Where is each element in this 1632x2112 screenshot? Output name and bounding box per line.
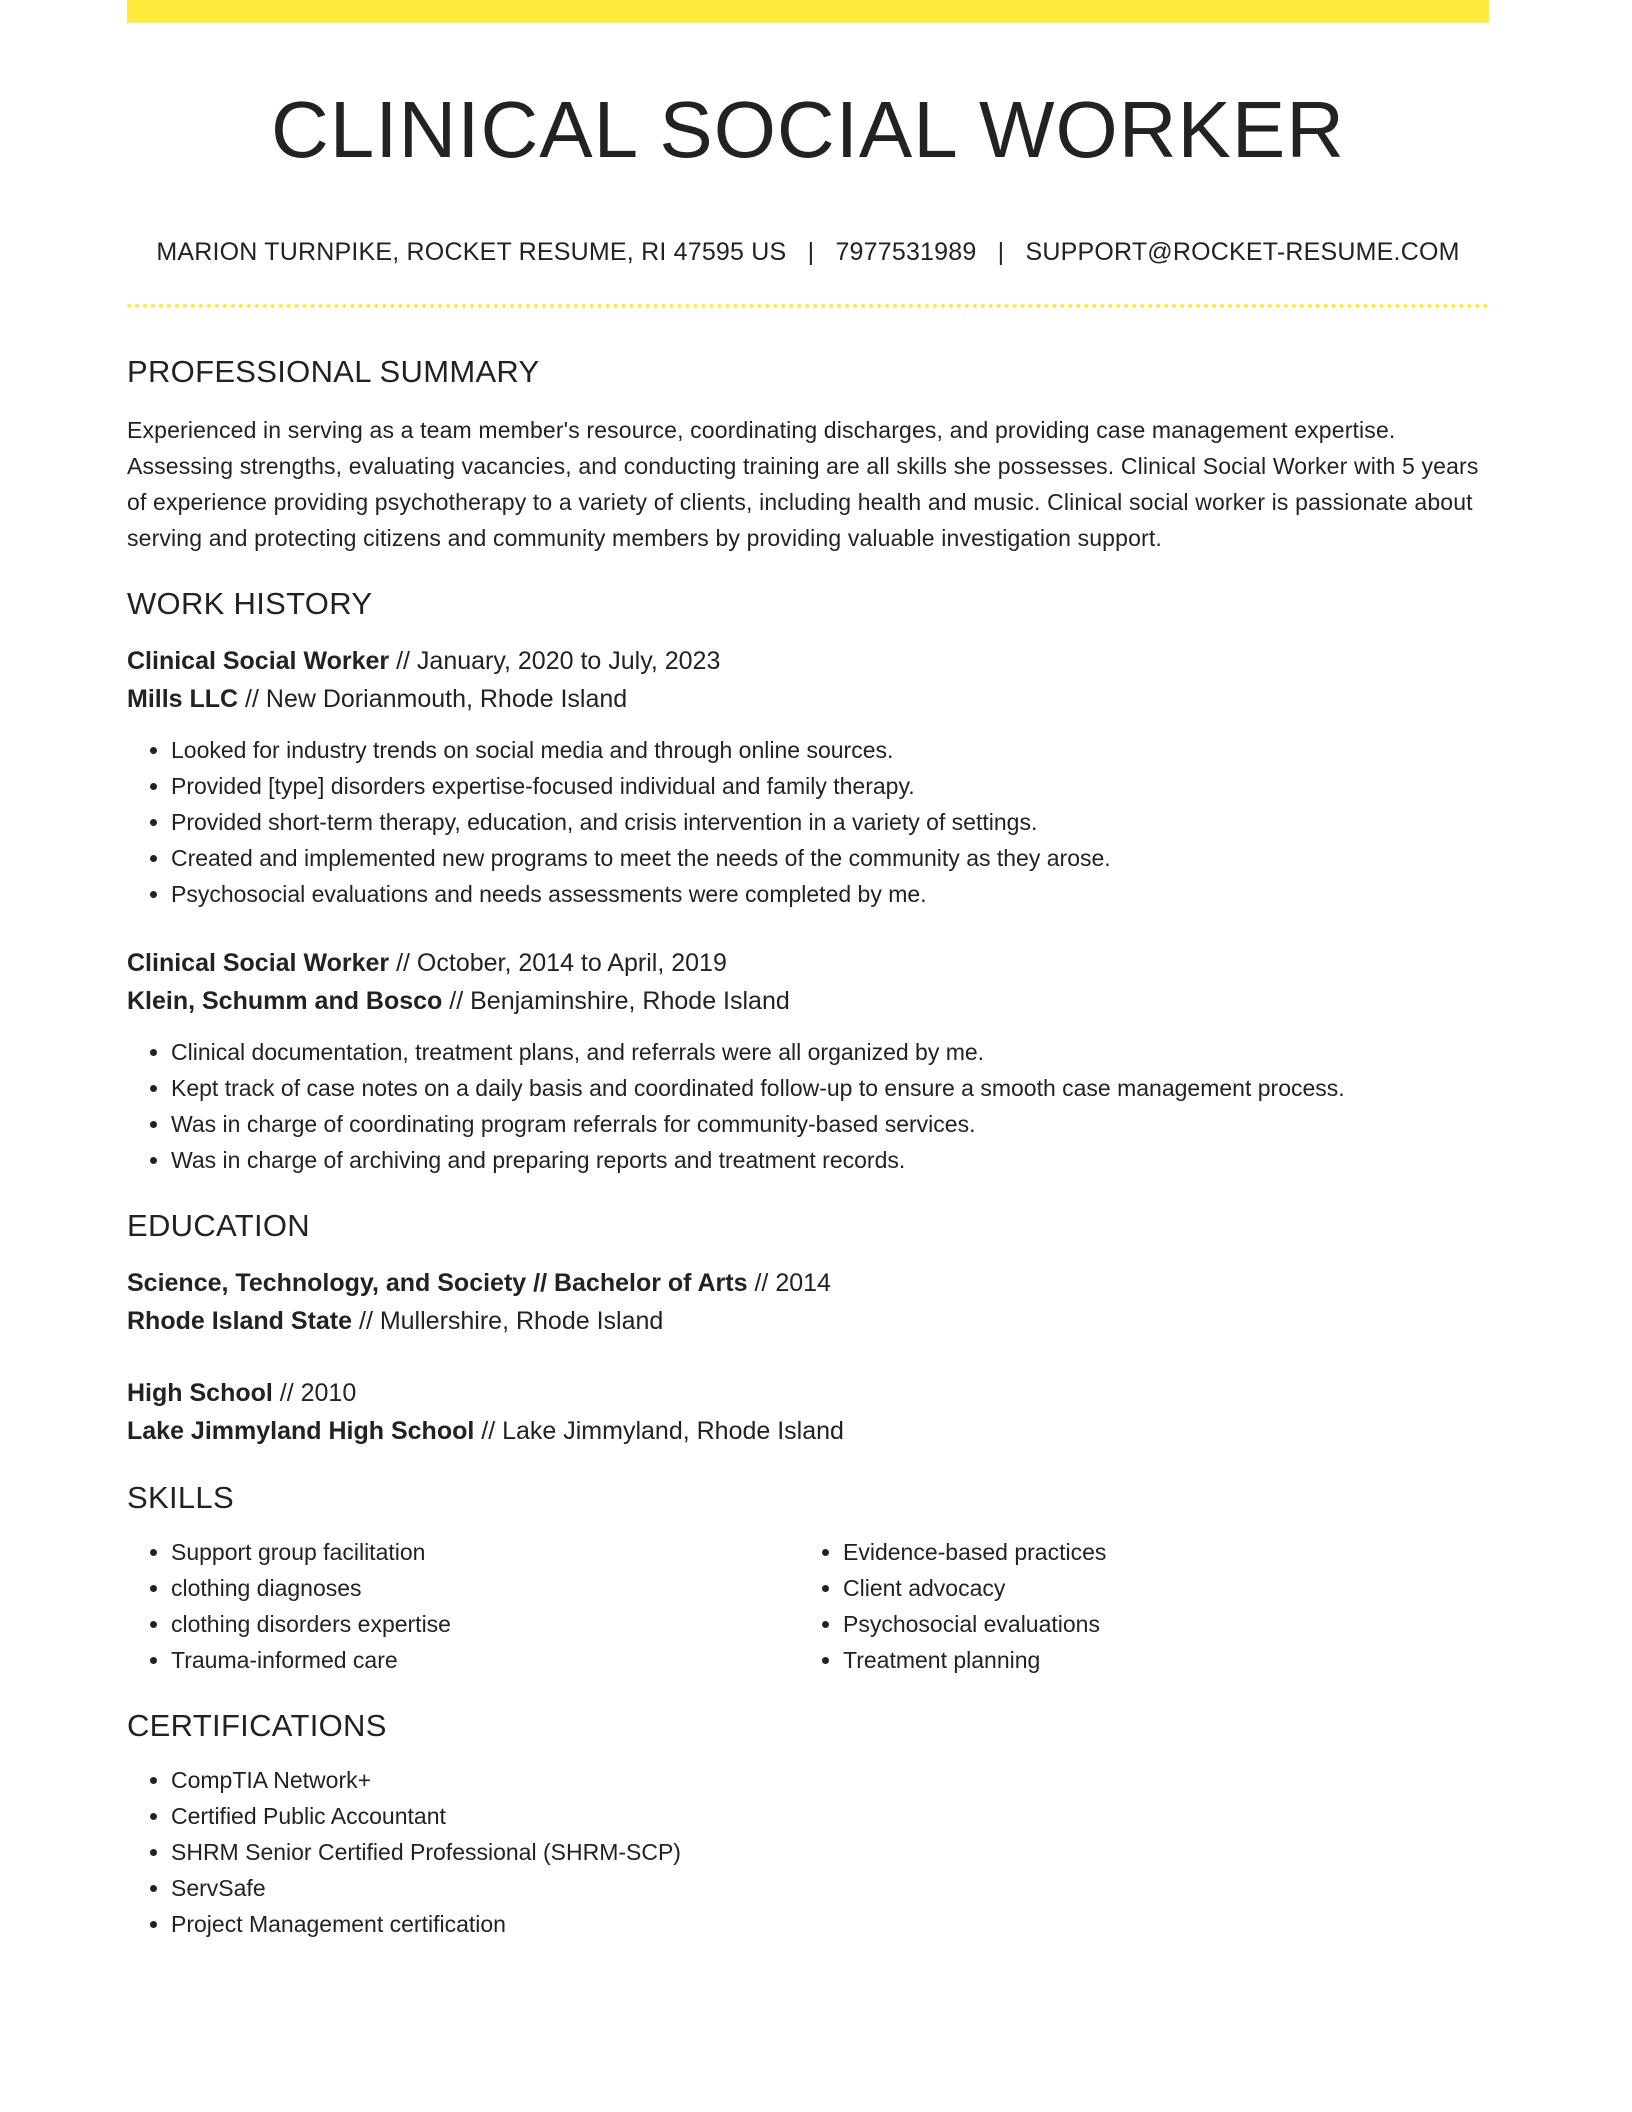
contact-address: MARION TURNPIKE, ROCKET RESUME, RI 47595 US [156,238,787,266]
education-degree: High School [127,1379,273,1407]
job-company: Klein, Schumm and Bosco [127,987,443,1015]
contact-phone: 7977531989 [835,238,977,266]
job-bullets [127,1034,1489,1178]
summary-heading: PROFESSIONAL SUMMARY [127,354,540,389]
work-history-section [127,584,1489,1178]
job-bullets [127,732,1489,912]
education-section [127,1206,1489,1450]
education-school-line [127,1302,1489,1340]
accent-top-bar [127,0,1489,23]
education-degree-line [127,1264,1489,1302]
skill-item: • Support group facilitation [171,1534,799,1570]
job-bullet: • Was in charge of coordinating program referrals for community-based services. [171,1106,1489,1142]
job-location: // Benjaminshire, Rhode Island [442,987,790,1015]
job-title: Clinical Social Worker [127,647,390,675]
skill-item: • clothing disorders expertise [171,1606,799,1642]
skill-item: • Psychosocial evaluations [843,1606,1471,1642]
education-entry [127,1264,1489,1340]
education-year: // 2014 [747,1269,831,1297]
certifications-heading: CERTIFICATIONS [127,1708,387,1743]
job-company-line [127,982,1489,1020]
job-dates: // January, 2020 to July, 2023 [389,647,721,675]
education-location: // Lake Jimmyland, Rhode Island [474,1417,844,1445]
education-degree: Science, Technology, and Society // Bachelor of Arts [127,1269,748,1297]
skill-item: • Treatment planning [843,1642,1471,1678]
skill-item: • Trauma-informed care [171,1642,799,1678]
job-dates: // October, 2014 to April, 2019 [389,949,727,977]
skills-section [127,1478,1489,1678]
resume-page [127,0,1489,1942]
contact-email: SUPPORT@ROCKET-RESUME.COM [1025,238,1460,266]
job-title: Clinical Social Worker [127,949,390,977]
job-title-line [127,944,1489,982]
skill-item: • clothing diagnoses [171,1570,799,1606]
certifications-section [127,1706,1489,1942]
summary-section [127,352,1489,556]
job-bullet: • Clinical documentation, treatment plans, and referrals were all organized by me. [171,1034,1489,1070]
job-bullet: • Looked for industry trends on social media and through online sources. [171,732,1489,768]
certification-item: • Project Management certification [171,1906,1489,1942]
job-location: // New Dorianmouth, Rhode Island [238,685,628,713]
skill-item: • Evidence-based practices [843,1534,1471,1570]
job-bullet: • Provided [type] disorders expertise-focused individual and family therapy. [171,768,1489,804]
work-history-heading: WORK HISTORY [127,586,373,621]
job-title-line [127,642,1489,680]
education-degree-line [127,1374,1489,1412]
resume-title: CLINICAL SOCIAL WORKER [270,85,1346,174]
contact-separator: | [997,238,1005,266]
education-heading: EDUCATION [127,1208,310,1243]
job-bullet: • Psychosocial evaluations and needs assessments were completed by me. [171,876,1489,912]
skills-heading: SKILLS [127,1480,234,1515]
contact-separator: | [807,238,815,266]
certification-item: • Certified Public Accountant [171,1798,1489,1834]
certification-item: • ServSafe [171,1870,1489,1906]
skills-grid [127,1534,1489,1678]
education-school-line [127,1412,1489,1450]
summary-text: Experienced in serving as a team member's resource, coordinating discharges, and providing case management expertise. Assessing strengths, evaluating vacancies, and conducting training are all skills she possesses. Clinical Social Worker with 5 years of experience providing psychotherapy to a variety of clients, including health and music. Clinical social worker is passionate about serving and protecting citizens and community members by providing valuable investigation support. [127,417,1479,551]
certification-item: • SHRM Senior Certified Professional (SHRM-SCP) [171,1834,1489,1870]
job-entry [127,642,1489,912]
certification-item: • CompTIA Network+ [171,1762,1489,1798]
dotted-divider [127,304,1489,308]
job-company: Mills LLC [127,685,239,713]
skills-list-right [799,1534,1471,1678]
education-year: // 2010 [272,1379,357,1407]
job-company-line [127,680,1489,718]
education-school: Rhode Island State [127,1307,353,1335]
certifications-list [127,1762,1489,1942]
education-school: Lake Jimmyland High School [127,1417,475,1445]
skills-list-left [127,1534,799,1678]
job-bullet: • Created and implemented new programs to meet the needs of the community as they arose. [171,840,1489,876]
job-bullet: • Was in charge of archiving and preparing reports and treatment records. [171,1142,1489,1178]
education-entry [127,1374,1489,1450]
job-bullet: • Provided short-term therapy, education, and crisis intervention in a variety of settings. [171,804,1489,840]
contact-line [127,236,1489,268]
job-entry [127,944,1489,1178]
skill-item: • Client advocacy [843,1570,1471,1606]
job-bullet: • Kept track of case notes on a daily basis and coordinated follow-up to ensure a smooth case management process. [171,1070,1489,1106]
education-location: // Mullershire, Rhode Island [352,1307,664,1335]
